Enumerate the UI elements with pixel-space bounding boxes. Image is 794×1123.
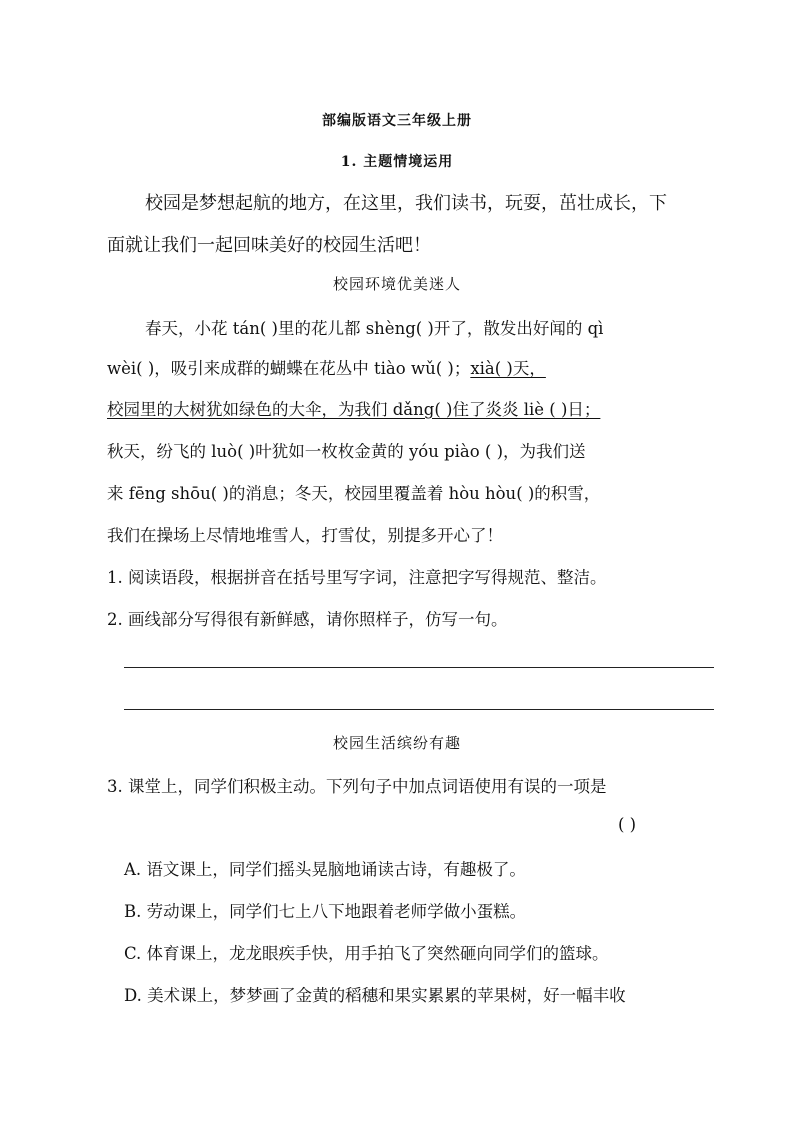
section-subtitle: 1. 主题情境运用 [340,154,454,170]
option-d: D. 美术课上，梦梦画了金黄的稻穗和果实累累的苹果树，好一幅丰收 [124,986,626,1005]
answer-line-2[interactable] [124,709,714,710]
document-title: 部编版语文三年级上册 [322,113,472,129]
section-heading-environment: 校园环境优美迷人 [332,275,461,293]
question-3: 3. 课堂上，同学们积极主动。下列句子中加点词语使用有误的一项是 [107,777,607,796]
option-a: A. 语文课上，同学们摇头晃脑地诵读古诗，有趣极了。 [124,860,526,879]
passage-line-2-plain: wèi( )，吸引来成群的蝴蝶在花丛中 tiào wǔ( )； [107,359,471,378]
section-heading-life: 校园生活缤纷有趣 [332,734,461,752]
underlined-sentence-start: xià( )天， [470,359,546,378]
passage-line-1: 春天，小花 tán( )里的花儿都 shèng( )开了，散发出好闻的 qì [145,319,604,338]
intro-line-1: 校园是梦想起航的地方，在这里，我们读书，玩耍，茁壮成长，下 [145,193,667,214]
passage-line-6: 我们在操场上尽情地堆雪人，打雪仗，别提多开心了！ [107,526,503,545]
question-2: 2. 画线部分写得很有新鲜感，请你照样子，仿写一句。 [107,610,508,629]
answer-line-1[interactable] [124,667,714,668]
passage-line-4: 秋天，纷飞的 luò( )叶犹如一枚枚金黄的 yóu piào ( )，为我们送 [107,442,586,461]
option-b: B. 劳动课上，同学们七上八下地跟着老师学做小蛋糕。 [124,902,527,921]
passage-line-2 [107,355,546,379]
intro-line-2: 面就让我们一起回味美好的校园生活吧！ [107,235,431,256]
question-1: 1. 阅读语段，根据拼音在括号里写字词，注意把字写得规范、整洁。 [107,568,607,587]
underlined-sentence: 校园里的大树犹如绿色的大伞，为我们 dǎng( )住了炎炎 liè ( )日； [107,400,601,419]
answer-parentheses[interactable]: ( ) [618,815,637,834]
option-c: C. 体育课上，龙龙眼疾手快，用手拍飞了突然砸向同学们的篮球。 [124,944,609,963]
passage-line-5: 来 fēng shōu( )的消息；冬天，校园里覆盖着 hòu hòu( )的积雪， [107,484,601,503]
